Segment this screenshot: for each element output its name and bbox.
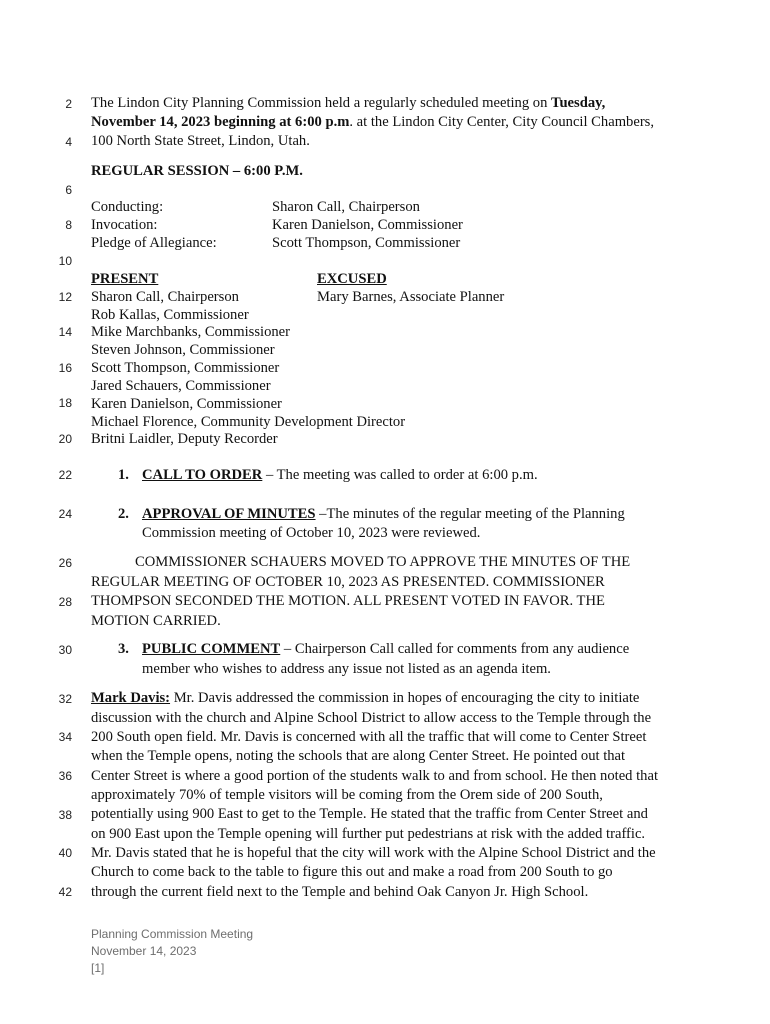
speaker-name: Mark Davis: — [91, 690, 171, 706]
role-name: Sharon Call, Chairperson — [272, 199, 420, 215]
line-number: 38 — [58, 808, 72, 822]
line-number: 8 — [65, 218, 72, 232]
line-number: 24 — [58, 507, 72, 521]
present-member: Jared Schauers, Commissioner — [91, 378, 271, 394]
line-number: 34 — [58, 730, 72, 744]
present-member: Rob Kallas, Commissioner — [91, 306, 249, 323]
line-number: 14 — [58, 325, 72, 339]
role-row: Invocation: — [91, 217, 158, 233]
line-number: 16 — [58, 361, 72, 375]
present-member: Karen Danielson, Commissioner — [91, 395, 282, 412]
role-row: Conducting: — [91, 199, 164, 215]
excused-member: Mary Barnes, Associate Planner — [317, 289, 505, 305]
line-number: 18 — [58, 396, 72, 410]
role-name: Scott Thompson, Commissioner — [272, 235, 461, 251]
line-number: 4 — [65, 135, 72, 149]
line-number: 26 — [58, 556, 72, 570]
line-number: 30 — [58, 643, 72, 657]
line-number: 42 — [58, 885, 72, 899]
excused-heading: EXCUSED — [317, 271, 387, 287]
present-member: Sharon Call, Chairperson — [91, 289, 239, 305]
page-number: [1] — [91, 961, 105, 975]
present-member: Britni Laidler, Deputy Recorder — [91, 431, 278, 447]
line-number: 10 — [58, 254, 72, 268]
line-number: 12 — [58, 290, 72, 304]
session-heading: REGULAR SESSION – 6:00 P.M. — [91, 163, 303, 179]
line-number: 22 — [58, 468, 72, 482]
role-row: Pledge of Allegiance: — [91, 235, 217, 251]
line-number: 28 — [58, 595, 72, 609]
present-heading: PRESENT — [91, 271, 159, 287]
line-number: 36 — [58, 769, 72, 783]
present-member: Mike Marchbanks, Commissioner — [91, 324, 291, 340]
role-name: Karen Danielson, Commissioner — [272, 217, 463, 233]
present-member: Michael Florence, Community Development Director — [91, 413, 406, 430]
line-number: 20 — [58, 432, 72, 446]
line-number: 6 — [65, 183, 72, 197]
line-number: 40 — [58, 846, 72, 860]
line-number: 32 — [58, 692, 72, 706]
present-member: Scott Thompson, Commissioner — [91, 360, 280, 376]
line-number: 2 — [65, 97, 72, 111]
present-member: Steven Johnson, Commissioner — [91, 342, 275, 358]
